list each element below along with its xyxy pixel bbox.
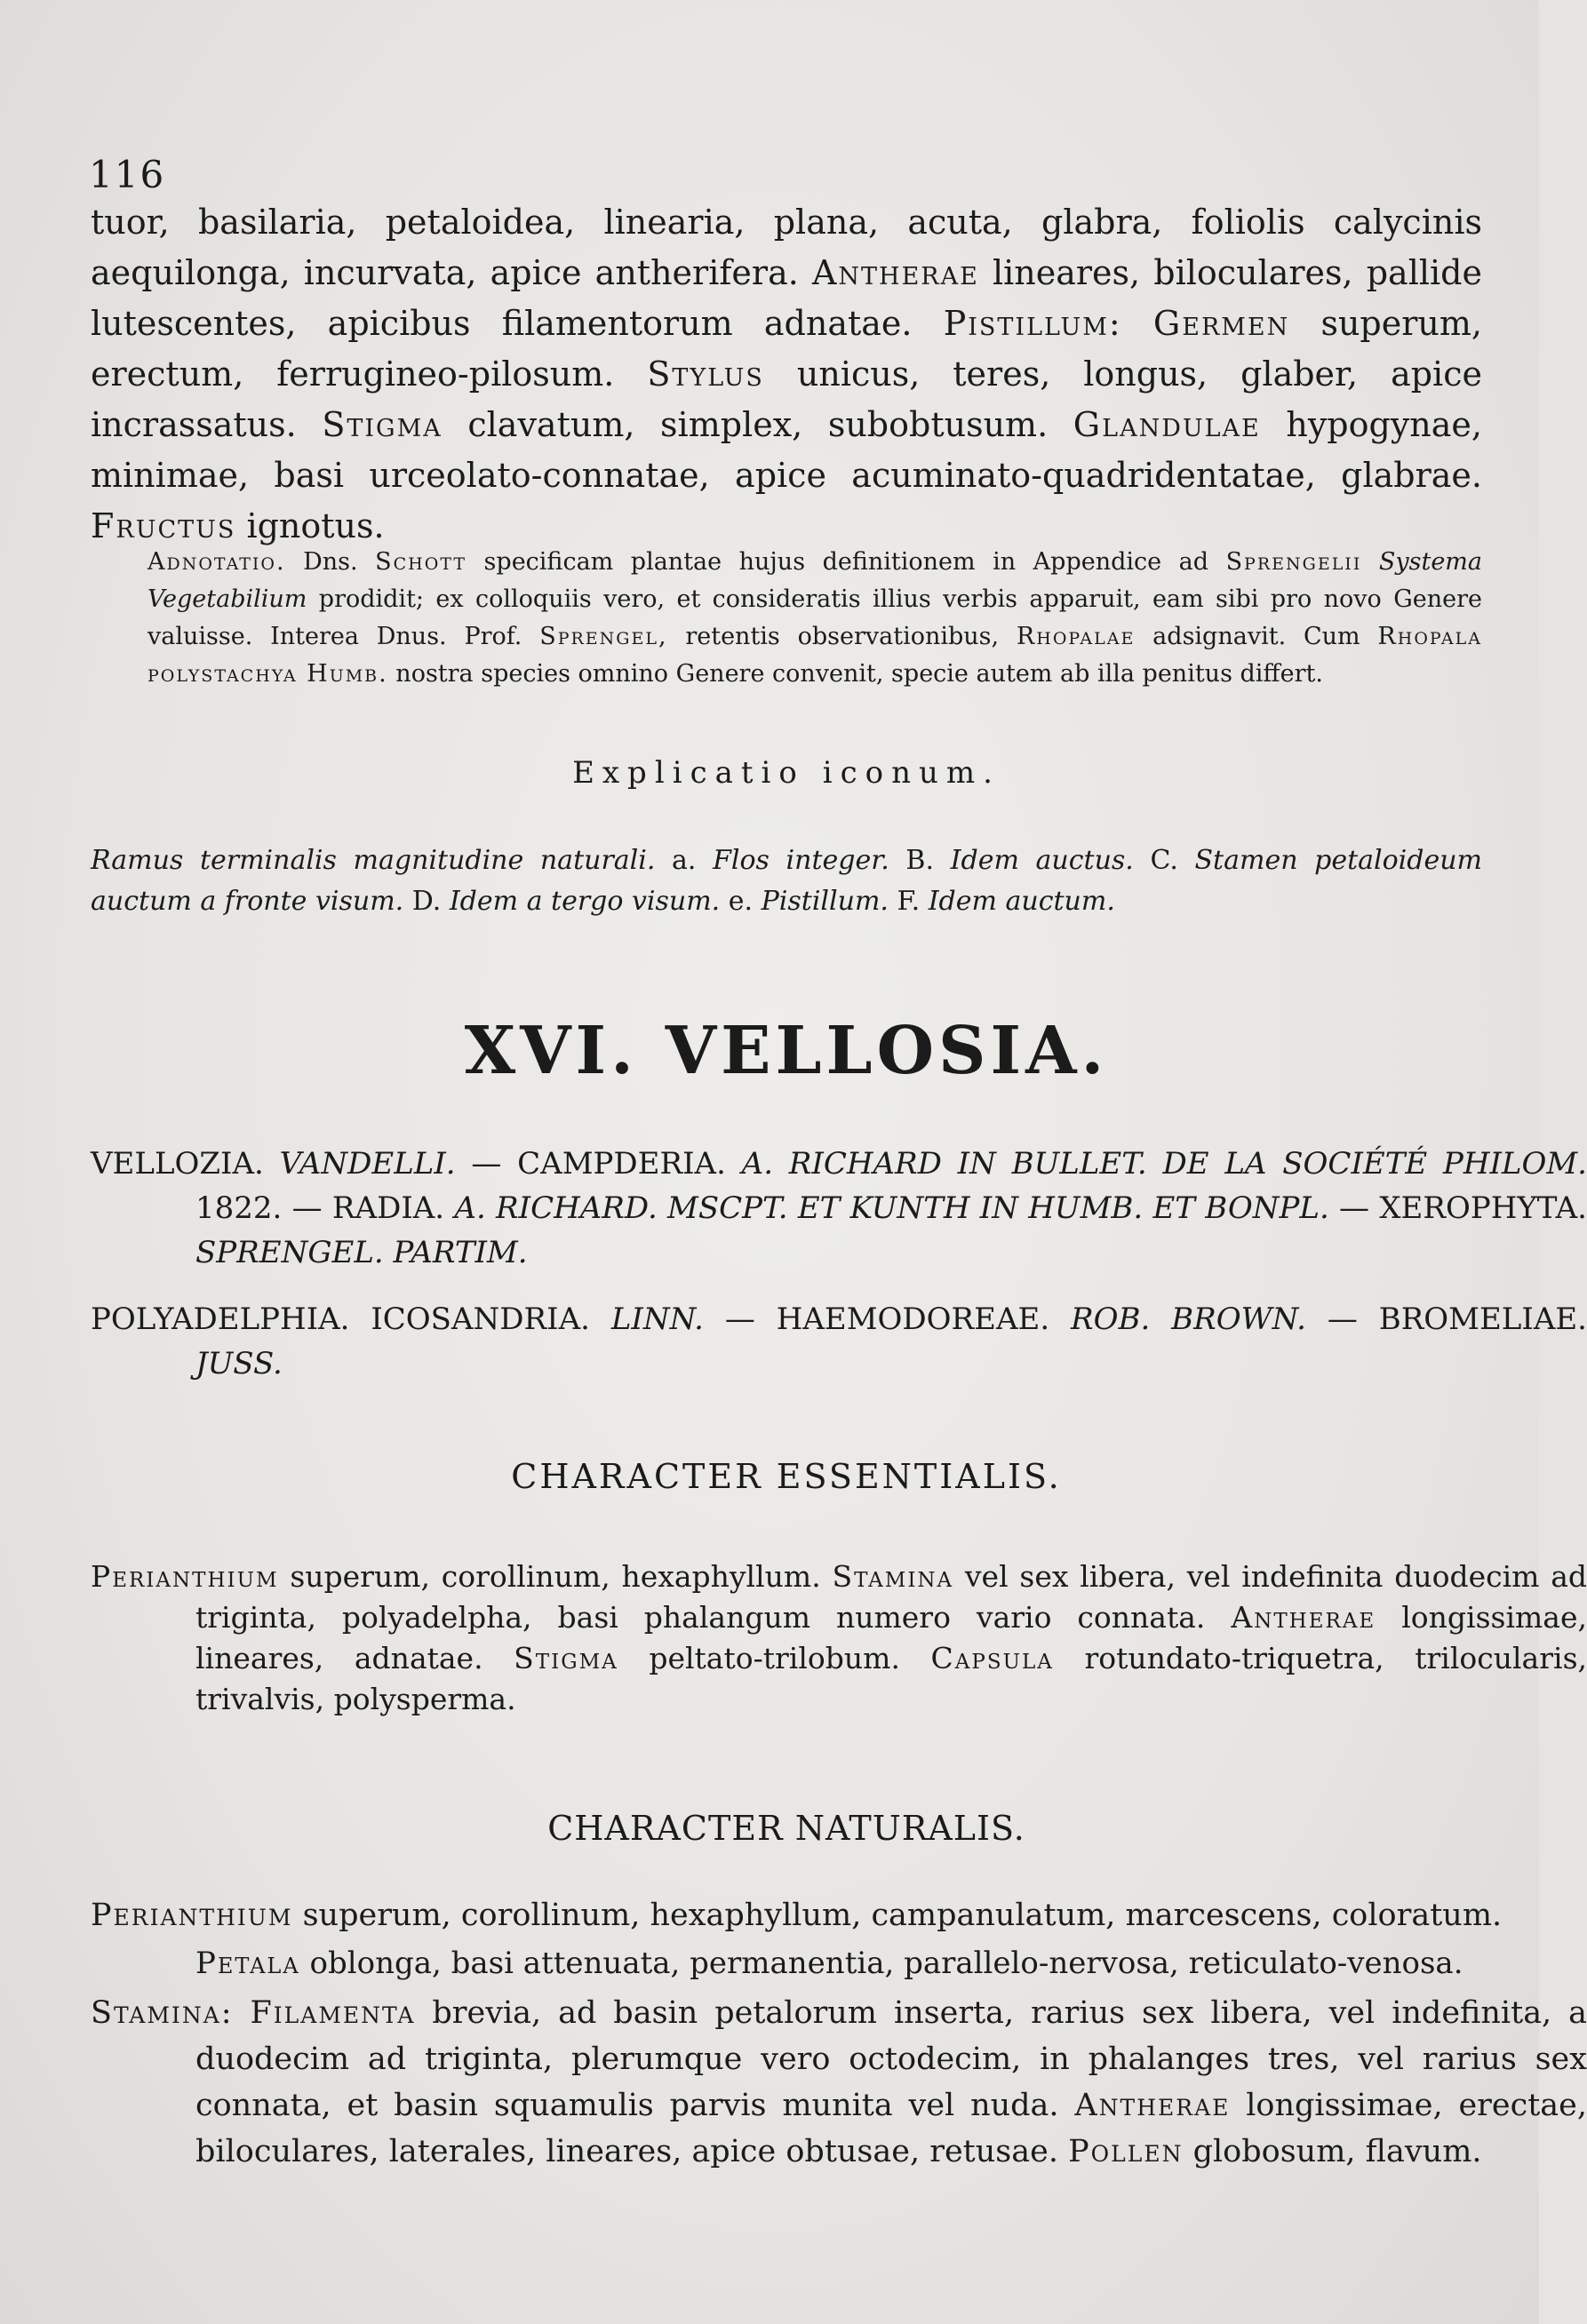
intro-paragraph-run: tuor, basilaria, petaloidea, linearia, plana, acuta, glabra, foliolis calycinis aequilonga, incurvata, apice antherifera.	[91, 203, 1482, 292]
explicatio-run: Ramus terminalis magnitudine naturali.	[91, 845, 656, 876]
synonyms-run: — CAMPDERIA.	[455, 1146, 742, 1182]
synonyms-run: 1822. — RADIA.	[195, 1190, 455, 1226]
adnotatio-run: Rhopalae	[1016, 623, 1136, 650]
naturalis-stamina-run: longissimae, erectae, biloculares, laterales, lineares, apice obtusae, retusae.	[195, 2088, 1587, 2169]
page-number: 116	[89, 153, 166, 196]
naturalis-stamina-run: Antherae	[1074, 2088, 1231, 2123]
essentialis-run: longissimae, lineares, adnatae.	[195, 1600, 1587, 1675]
explicatio-heading: Explicatio iconum.	[572, 755, 1001, 791]
naturalis-stamina-run: globosum, flavum.	[1183, 2134, 1482, 2169]
naturalis-stamina-run	[234, 1995, 251, 2031]
essentialis-run: Antherae	[1231, 1600, 1376, 1635]
essentialis-run: peltato-trilobum.	[618, 1641, 931, 1675]
explicatio-run: Pistillum.	[761, 886, 889, 917]
classification-paragraph	[91, 1297, 1587, 1386]
naturalis-petala-run: Petala	[195, 1946, 300, 1981]
essentialis-run: vel sex libera, vel indefinita duodecim ad triginta, polyadelpha, basi phalangum numero vario connata.	[195, 1559, 1587, 1635]
naturalis-stamina-run: brevia, ad basin petalorum inserta, rarius sex libera, vel indefinita, a duodecim ad triginta, plerumque vero octodecim, in phalanges tres, vel rarius sex connata, et basin squamulis parvis munita vel nuda.	[195, 1995, 1587, 2123]
classification-run: ROB. BROWN.	[1071, 1301, 1306, 1337]
classification-run: JUSS.	[195, 1346, 283, 1381]
classification-run: LINN.	[610, 1301, 704, 1337]
classification-run: POLYADELPHIA. ICOSANDRIA.	[91, 1301, 611, 1337]
explicatio-run: D.	[403, 886, 450, 917]
naturalis-petala	[91, 1940, 1482, 1986]
adnotatio-run: Systema Vegetabilium	[148, 548, 1482, 613]
naturalis-stamina-run: Pollen	[1068, 2134, 1184, 2169]
adnotatio-run: Sprengel,	[539, 623, 668, 650]
synonyms-run: A. RICHARD. MSCPT. ET KUNTH IN HUMB. ET BONPL.	[454, 1190, 1329, 1226]
explicatio-run: Idem a tergo visum.	[449, 886, 721, 917]
naturalis-stamina-run: Stamina:	[91, 1995, 234, 2031]
synonyms-run: SPRENGEL. PARTIM.	[195, 1235, 528, 1270]
adnotatio-run: Adnotatio.	[148, 548, 286, 576]
synonyms-run: A. RICHARD IN BULLET. DE LA SOCIÉTÉ PHILOM.	[741, 1146, 1587, 1182]
intro-paragraph-run: ignotus.	[235, 506, 385, 545]
intro-paragraph-run: Stigma	[322, 405, 443, 444]
synonyms-run: — XEROPHYTA.	[1328, 1190, 1587, 1226]
naturalis-perianthium-run: Perianthium	[91, 1898, 293, 1933]
explicatio-run: Idem auctum.	[928, 886, 1115, 917]
adnotatio-run	[1361, 548, 1379, 576]
adnotatio-paragraph	[91, 544, 1482, 693]
essentialis-run: Stamina	[832, 1559, 954, 1594]
explicatio-run: Flos integer.	[713, 845, 889, 876]
explicatio-run: Stamen petaloideum auctum a fronte visum.	[91, 845, 1483, 917]
adnotatio-run: Schott	[375, 548, 467, 576]
naturalis-petala-run: oblonga, basi attenuata, permanentia, parallelo-nervosa, reticulato-venosa.	[299, 1946, 1463, 1981]
intro-paragraph-run: hypogynae, minimae, basi urceolato-connatae, apice acuminato-quadridentatae, glabrae.	[91, 405, 1482, 495]
intro-paragraph-run: Glandulae	[1073, 405, 1261, 444]
naturalis-perianthium	[91, 1892, 1587, 1938]
classification-run: — HAEMODOREAE.	[703, 1301, 1072, 1337]
essentialis-heading: CHARACTER ESSENTIALIS.	[511, 1457, 1062, 1496]
naturalis-stamina-run: Filamenta	[250, 1995, 416, 2031]
adnotatio-run: specificam plantae hujus definitionem in Appendice ad	[467, 548, 1226, 576]
explicatio-run: F.	[888, 886, 929, 917]
essentialis-paragraph	[91, 1556, 1587, 1720]
intro-paragraph-run: Stylus	[647, 354, 764, 394]
intro-paragraph	[91, 197, 1482, 552]
explicatio-run: e.	[720, 886, 762, 917]
adnotatio-run: nostra species omnino Genere convenit, specie autem ab illa penitus differt.	[387, 660, 1323, 688]
explicatio-run: a.	[655, 845, 714, 876]
synonyms-run: VANDELLI.	[279, 1146, 456, 1182]
naturalis-heading: CHARACTER NATURALIS.	[547, 1809, 1025, 1848]
adnotatio-run: retentis observationibus,	[667, 623, 1017, 650]
adnotatio-run: prodidit; ex colloquiis vero, et consideratis illius verbis apparuit, eam sibi pro novo Genere valuisse. Interea Dnus. Prof.	[148, 585, 1482, 650]
synonyms-paragraph	[91, 1142, 1587, 1275]
synonyms-run: VELLOZIA.	[91, 1146, 280, 1182]
adnotatio-run: Sprengelii	[1225, 548, 1362, 576]
essentialis-run: Capsula	[930, 1641, 1054, 1675]
intro-paragraph-run: Pistillum:	[943, 304, 1122, 343]
naturalis-perianthium-run: superum, corollinum, hexaphyllum, campanulatum, marcescens, coloratum.	[292, 1898, 1503, 1933]
intro-paragraph-run: clavatum, simplex, subobtusum.	[442, 405, 1073, 444]
classification-run: — BROMELIAE.	[1305, 1301, 1587, 1337]
intro-paragraph-run: unicus, teres, longus, glaber, apice incrassatus.	[91, 354, 1482, 444]
explicatio-run: Idem auctus.	[950, 845, 1134, 876]
explicatio-run: B.	[889, 845, 951, 876]
explicatio-paragraph	[91, 840, 1482, 922]
genus-title: XVI. VELLOSIA.	[464, 1013, 1109, 1089]
intro-paragraph-run: lineares, biloculares, pallide lutescentes, apicibus filamentorum adnatae.	[91, 253, 1482, 343]
intro-paragraph-run: Antherae	[811, 253, 979, 292]
essentialis-run: Perianthium	[91, 1559, 279, 1594]
intro-paragraph-run: superum, erectum, ferrugineo-pilosum.	[91, 304, 1482, 394]
adnotatio-run: adsignavit. Cum	[1135, 623, 1378, 650]
naturalis-stamina	[91, 1990, 1587, 2175]
essentialis-run: Stigma	[514, 1641, 618, 1675]
intro-paragraph-run: Fructus	[91, 506, 236, 545]
intro-paragraph-run	[1122, 304, 1153, 343]
explicatio-run: C.	[1133, 845, 1195, 876]
essentialis-run: rotundato-triquetra, trilocularis, trivalvis, polysperma.	[195, 1641, 1587, 1716]
adnotatio-run: Dns.	[285, 548, 376, 576]
intro-paragraph-run: Germen	[1152, 304, 1290, 343]
essentialis-run: superum, corollinum, hexaphyllum.	[278, 1559, 833, 1594]
adnotatio-run: Rhopala polystachya Humb.	[148, 623, 1482, 688]
